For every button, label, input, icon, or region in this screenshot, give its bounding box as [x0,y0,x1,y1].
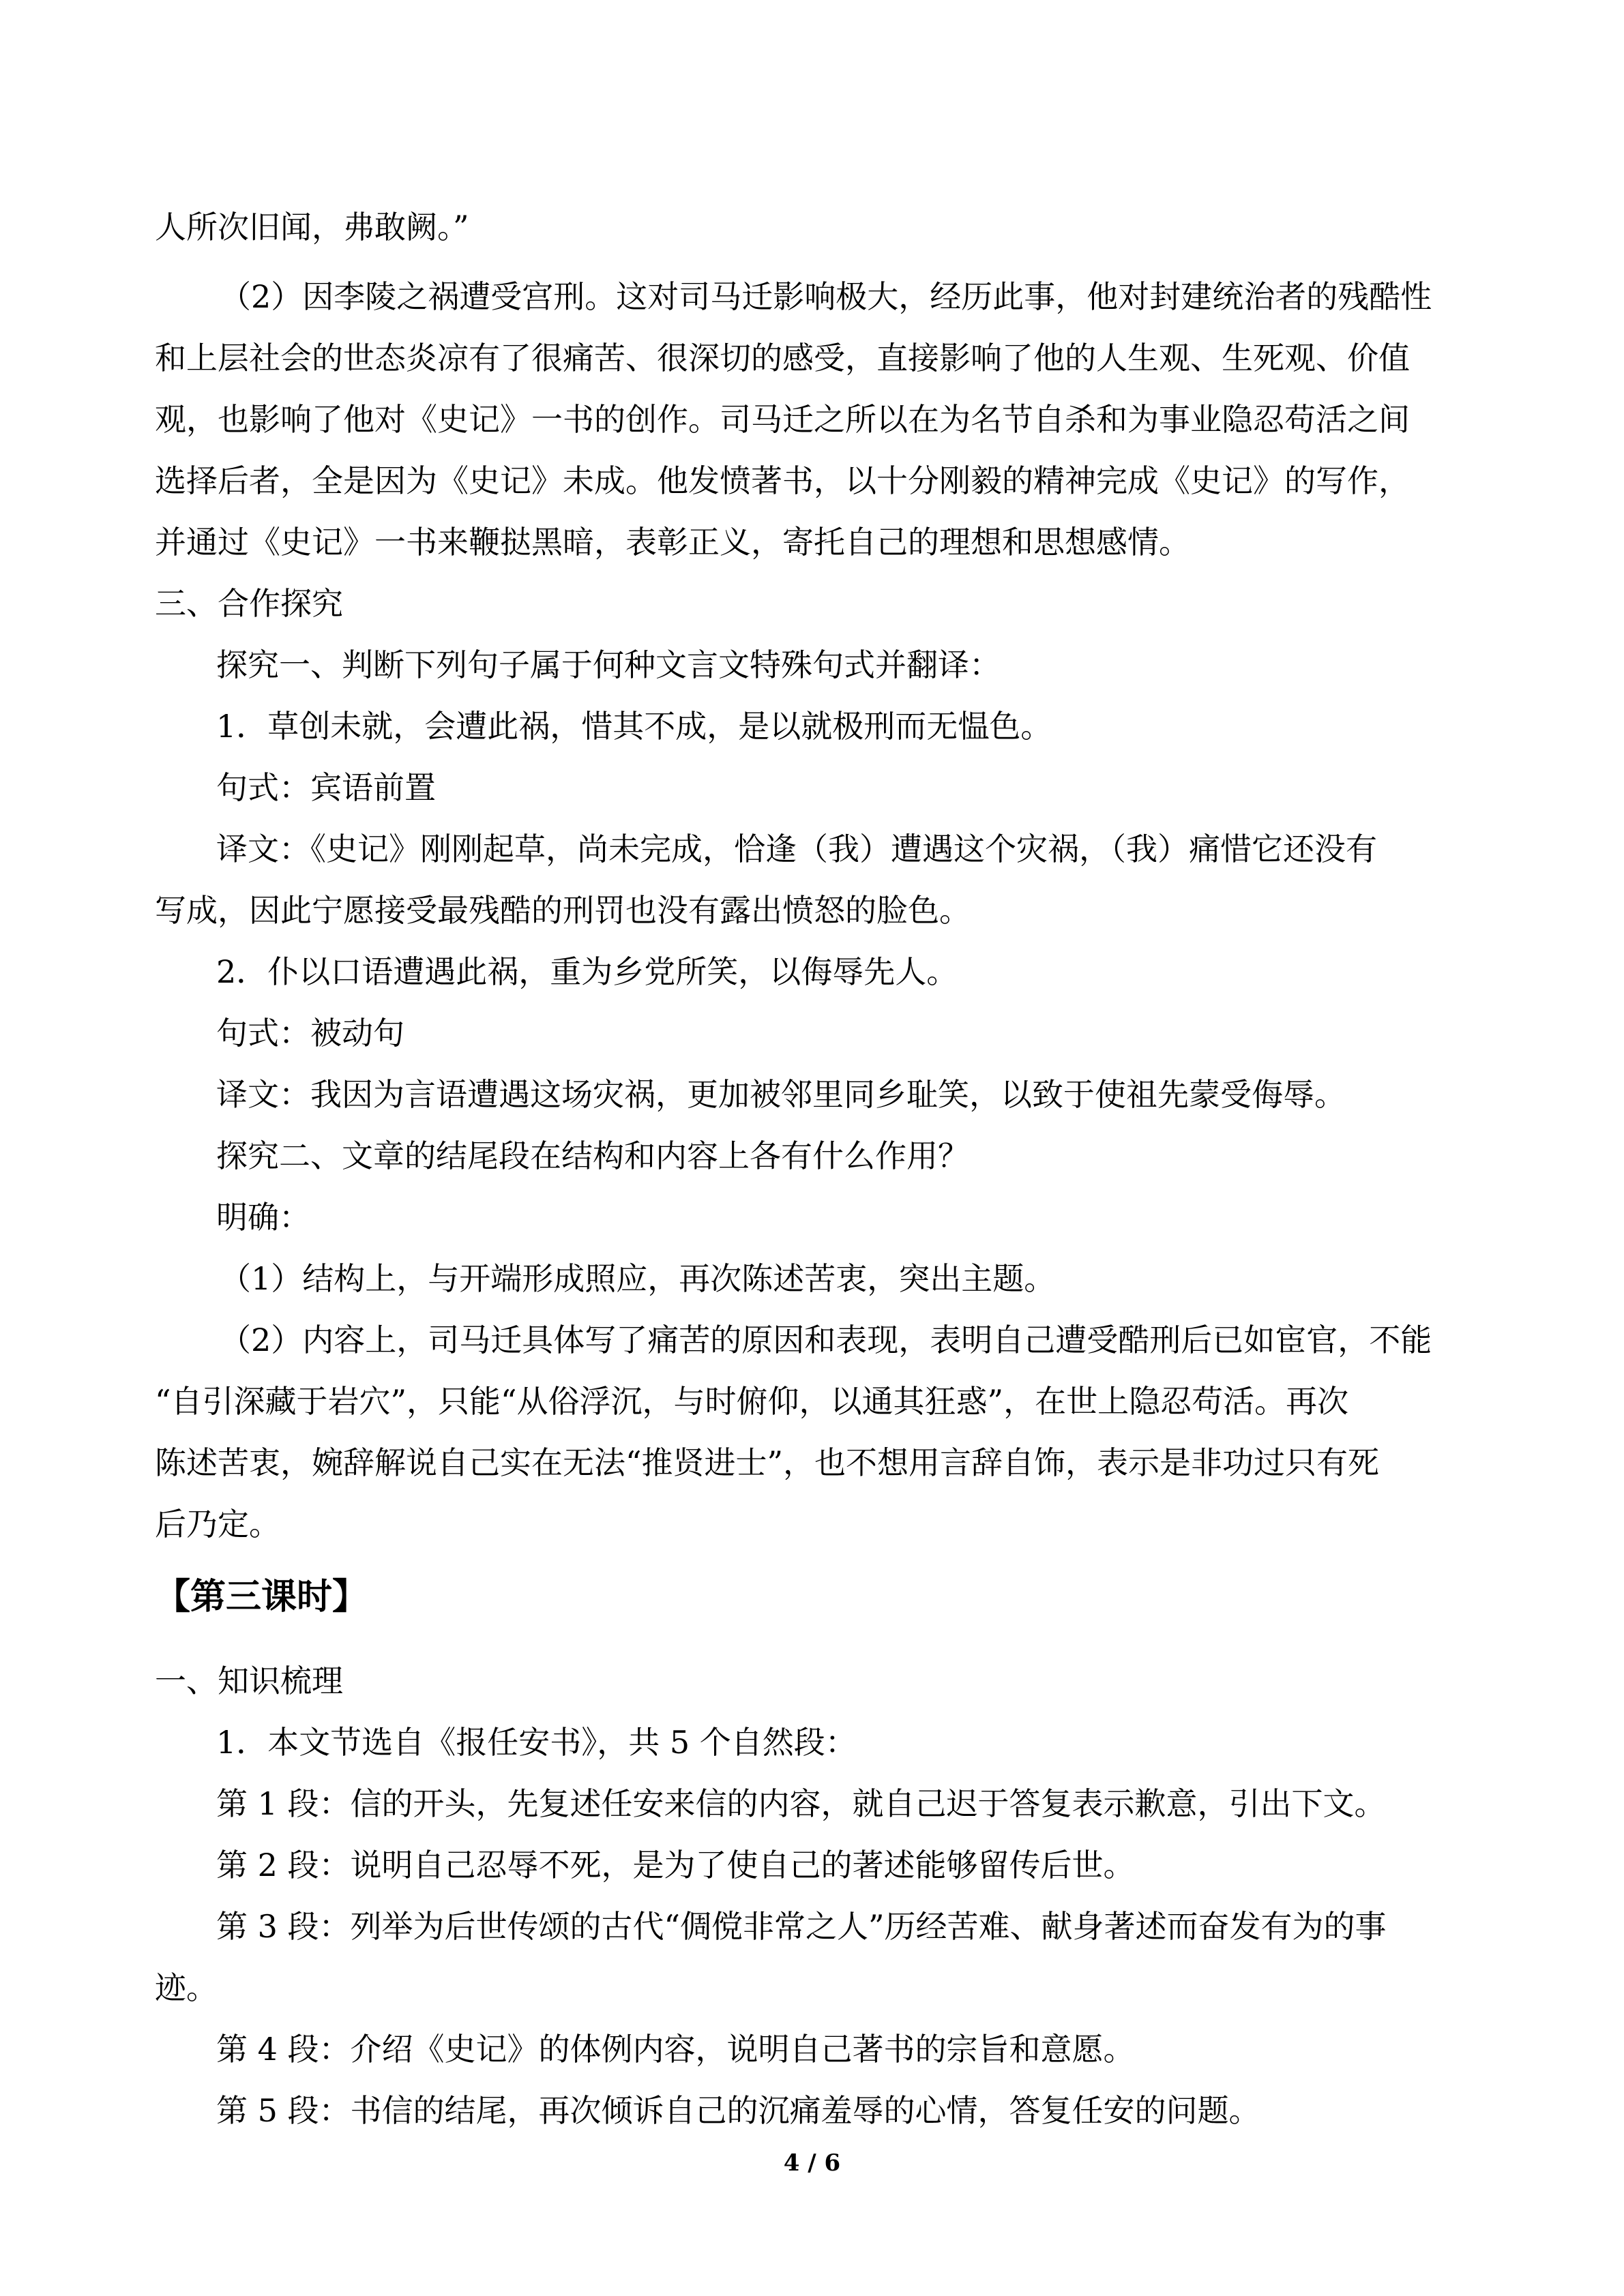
text-line: 人所次旧闻，弗敢阙。” [155,209,469,245]
text-line: 句式：被动句 [216,1015,404,1052]
text-line: 译文：我因为言语遭遇这场灾祸，更加被邻里同乡耻笑，以致于使祖先蒙受侮辱。 [216,1076,1346,1113]
section-heading: 三、合作探究 [155,585,343,622]
section-heading: 一、知识梳理 [155,1663,343,1699]
text-line: 后乃定。 [155,1506,280,1542]
text-line: 明确： [216,1199,310,1236]
text-line: （1）结构上，与开端形成照应，再次陈述苦衷，突出主题。 [220,1260,1056,1297]
text-line: 第 4 段：介绍《史记》的体例内容，说明自己著书的宗旨和意愿。 [216,2031,1135,2068]
text-line: 和上层社会的世态炎凉有了很痛苦、很深切的感受，直接影响了他的人生观、生死观、价值 [155,340,1410,376]
text-line: 句式：宾语前置 [216,769,436,806]
text-line: 译文：《史记》刚刚起草，尚未完成，恰逢（我）遭遇这个灾祸，（我）痛惜它还没有 [216,831,1377,867]
text-line: 第 3 段：列举为后世传颂的古代“倜傥非常之人”历经苦难、献身著述而奋发有为的事 [216,1908,1387,1945]
text-line: 第 5 段：书信的结尾，再次倾诉自己的沉痛羞辱的心情，答复任安的问题。 [216,2092,1260,2129]
text-line: 2．仆以口语遭遇此祸，重为乡党所笑，以侮辱先人。 [216,953,958,990]
text-line: 第 1 段：信的开头，先复述任安来信的内容，就自己迟于答复表示歉意，引出下文。 [216,1785,1386,1822]
text-line: 观，也影响了他对《史记》一书的创作。司马迁之所以在为名节自杀和为事业隐忍苟活之间 [155,401,1410,438]
text-line: 写成，因此宁愿接受最残酷的刑罚也没有露出愤怒的脸色。 [155,892,971,929]
text-line: （2）内容上，司马迁具体写了痛苦的原因和表现，表明自己遭受酷刑后已如宦官，不能 [220,1322,1432,1358]
text-line: 迹。 [155,1969,218,2006]
text-line: “自引深藏于岩穴”，只能“从俗浮沉，与时俯仰，以通其狂惑”，在世上隐忍苟活。再次 [155,1383,1349,1420]
text-line: 1．草创未就，会遭此祸，惜其不成，是以就极刑而无愠色。 [216,708,1052,745]
text-line: 并通过《史记》一书来鞭挞黑暗，表彰正义，寄托自己的理想和思想感情。 [155,524,1190,561]
text-line: 选择后者，全是因为《史记》未成。他发愤著书，以十分刚毅的精神完成《史记》的写作， [155,462,1410,499]
text-line: 陈述苦衷，婉辞解说自己实在无法“推贤进士”，也不想用言辞自饰，表示是非功过只有死 [155,1444,1380,1481]
page-number: 4 / 6 [783,2149,841,2177]
text-line: 探究二、文章的结尾段在结构和内容上各有什么作用？ [216,1137,969,1174]
text-line: （2）因李陵之祸遭受宫刑。这对司马迁影响极大，经历此事，他对封建统治者的残酷性 [220,278,1432,315]
text-line: 探究一、判断下列句子属于何种文言文特殊句式并翻译： [216,646,1001,683]
text-line: 1．本文节选自《报任安书》，共 5 个自然段： [216,1724,857,1761]
lesson-heading: 【第三课时】 [155,1576,368,1617]
text-line: 第 2 段：说明自己忍辱不死，是为了使自己的著述能够留传后世。 [216,1847,1135,1883]
